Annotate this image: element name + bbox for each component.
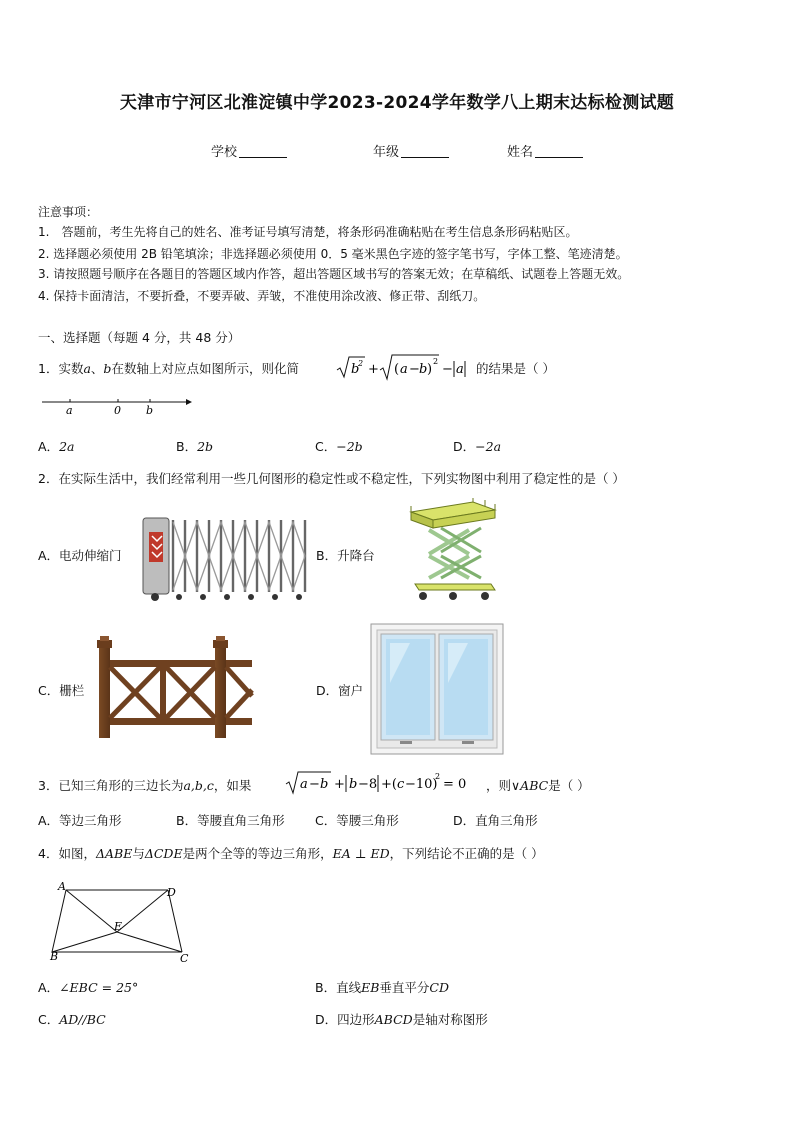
option-c[interactable]: C．AD//BC xyxy=(38,1012,106,1027)
svg-text:2: 2 xyxy=(358,359,364,368)
svg-text:−: − xyxy=(442,362,453,377)
point-label-a: A xyxy=(58,880,66,893)
notice-heading: 注意事项： xyxy=(38,205,99,219)
svg-text:+: + xyxy=(334,777,345,792)
grade-label: 年级 xyxy=(373,145,400,160)
page-title: 天津市宁河区北淮淀镇中学2023-2024学年数学八上期末达标检测试题 xyxy=(119,93,675,113)
question-1-stem: 1．实数a、b在数轴上对应点如图所示，则化简 xyxy=(38,361,299,376)
option-a[interactable]: A．电动伸缩门 xyxy=(38,548,122,563)
option-a[interactable]: A．∠EBC = 25° xyxy=(38,980,139,995)
section-heading: 一、选择题（每题 4 分，共 48 分） xyxy=(38,330,241,345)
wooden-fence-image xyxy=(96,636,252,740)
svg-text:2: 2 xyxy=(435,772,441,781)
point-label-e: E xyxy=(114,920,123,933)
lift-platform-image xyxy=(407,498,499,606)
svg-text:+: + xyxy=(368,362,379,377)
svg-text:a: a xyxy=(400,362,408,377)
svg-text:−8: −8 xyxy=(358,777,378,792)
svg-text:(: ( xyxy=(394,362,400,377)
option-c[interactable]: C．−2b xyxy=(315,439,363,454)
option-d[interactable]: D．直角三角形 xyxy=(453,813,538,828)
q1-formula xyxy=(335,351,471,383)
svg-text:b: b xyxy=(349,777,358,792)
question-4-stem: 4．如图，ΔABE与ΔCDE是两个全等的等边三角形，EA ⊥ ED，下列结论不正确的是（ ） xyxy=(38,846,544,861)
point-label-c: C xyxy=(180,952,189,965)
svg-text:= 0: = 0 xyxy=(443,777,467,792)
svg-text:b: b xyxy=(419,362,428,377)
notice-item: 4. 保持卡面清洁，不要折叠，不要弄破、弄皱，不准使用涂改液、修正带、刮纸刀。 xyxy=(38,289,486,303)
option-d[interactable]: D．窗户 xyxy=(316,683,364,698)
school-field[interactable] xyxy=(211,141,287,160)
option-b[interactable]: B．等腰直角三角形 xyxy=(176,813,285,828)
svg-text:2: 2 xyxy=(433,357,439,366)
axis-label-0: 0 xyxy=(114,404,121,417)
option-d[interactable]: D．四边形ABCD是轴对称图形 xyxy=(315,1012,488,1027)
option-b[interactable]: B．升降台 xyxy=(316,548,375,563)
grade-blank[interactable] xyxy=(401,145,449,158)
window-image xyxy=(370,623,504,755)
svg-text:a: a xyxy=(456,362,464,377)
name-blank[interactable] xyxy=(535,145,583,158)
school-blank[interactable] xyxy=(239,145,287,158)
svg-text:a: a xyxy=(300,777,308,792)
school-label: 学校 xyxy=(211,145,238,160)
q1-suffix: 的结果是（ ） xyxy=(476,361,555,376)
option-c[interactable]: C．等腰三角形 xyxy=(315,813,399,828)
option-b[interactable]: B．2b xyxy=(176,439,214,454)
svg-text:b: b xyxy=(320,777,329,792)
svg-text:−10): −10) xyxy=(405,777,438,792)
svg-text:b: b xyxy=(351,362,360,377)
question-3-stem: 3．已知三角形的三边长为a,b,c，如果 xyxy=(38,778,252,793)
svg-text:+(: +( xyxy=(381,777,397,792)
notice-item: 1. 答题前，考生先将自己的姓名、准考证号填写清楚，将条形码准确粘贴在考生信息条形码粘贴区。 xyxy=(38,225,578,239)
option-d[interactable]: D．−2a xyxy=(453,439,502,454)
name-label: 姓名 xyxy=(507,145,534,160)
name-field[interactable] xyxy=(507,141,583,160)
svg-text:c: c xyxy=(397,777,405,792)
axis-label-a: a xyxy=(66,404,73,417)
grade-field[interactable] xyxy=(373,141,449,160)
notice-item: 3. 请按照题号顺序在各题目的答题区域内作答，超出答题区域书写的答案无效；在草稿纸、试题卷上答题无效。 xyxy=(38,267,630,281)
point-label-d: D xyxy=(167,886,176,899)
q4-geometry-figure xyxy=(48,880,198,966)
notice-item: 2. 选择题必须使用 2B 铅笔填涂；非选择题必须使用 0．5 毫米黑色字迹的签字笔书写，字体工整、笔迹清楚。 xyxy=(38,247,628,261)
option-c[interactable]: C．栅栏 xyxy=(38,683,85,698)
svg-text:−: − xyxy=(309,777,320,792)
svg-text:): ) xyxy=(427,362,433,377)
option-a[interactable]: A．等边三角形 xyxy=(38,813,122,828)
number-line xyxy=(40,395,196,417)
retractable-gate-image xyxy=(143,512,311,602)
q3-equation xyxy=(284,769,467,797)
option-a[interactable]: A．2a xyxy=(38,439,75,454)
option-b[interactable]: B．直线EB垂直平分CD xyxy=(315,980,450,995)
question-2-stem: 2．在实际生活中，我们经常利用一些几何图形的稳定性或不稳定性，下列实物图中利用了稳定性的是（ ） xyxy=(38,471,625,486)
axis-label-b: b xyxy=(146,404,154,417)
question-3-tail: ，则∨ABC是（ ） xyxy=(486,778,590,793)
svg-text:−: − xyxy=(409,362,420,377)
point-label-b: B xyxy=(50,950,59,963)
